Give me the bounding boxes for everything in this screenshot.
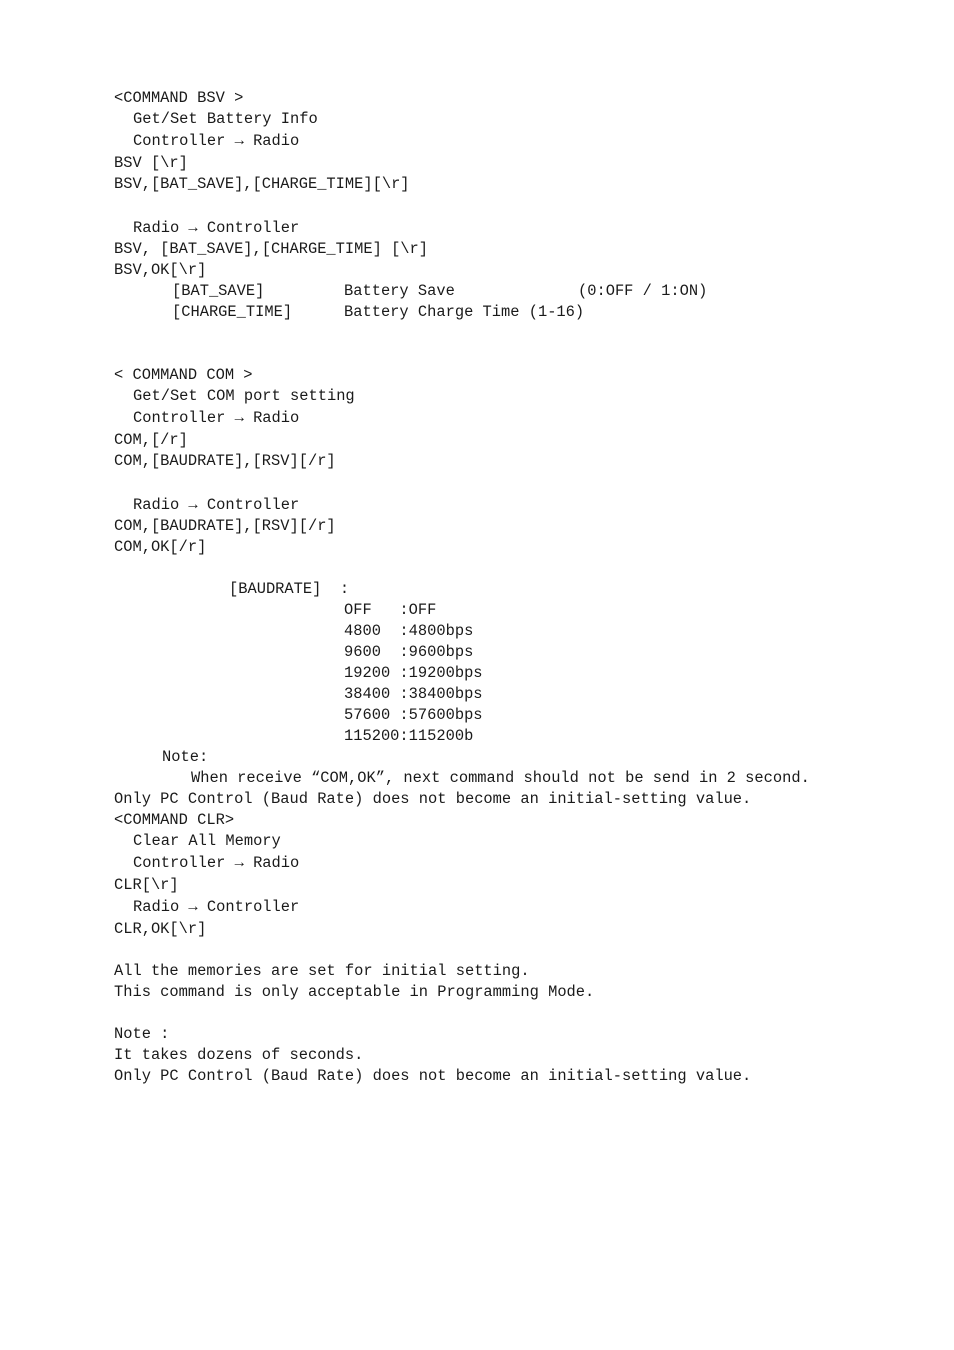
bsv-response-value: BSV, [BAT_SAVE],[CHARGE_TIME] [\r] — [114, 240, 429, 258]
bsv-direction-radio-controller: Radio → Controller — [133, 219, 300, 237]
bsv-response-ok: BSV,OK[\r] — [114, 261, 207, 279]
param-name: [CHARGE_TIME] — [172, 303, 293, 321]
clr-info-2: This command is only acceptable in Programming Mode. — [114, 983, 595, 1001]
com-command-get: COM,[/r] — [114, 431, 188, 449]
com-direction-controller-radio: Controller → Radio — [133, 409, 300, 427]
document-body — [114, 88, 914, 1087]
baudrate-option: 38400 :38400bps — [344, 685, 483, 703]
com-command-set: COM,[BAUDRATE],[RSV][/r] — [114, 452, 336, 470]
bsv-param-row — [114, 281, 914, 302]
clr-note-1: It takes dozens of seconds. — [114, 1046, 364, 1064]
clr-direction-radio-controller: Radio → Controller — [133, 898, 300, 916]
param-range: (0:OFF / 1:ON) — [578, 282, 708, 300]
baudrate-option: 19200 :19200bps — [344, 664, 483, 682]
com-section — [114, 365, 914, 810]
bsv-direction-controller-radio: Controller → Radio — [133, 132, 300, 150]
clr-note-2: Only PC Control (Baud Rate) does not become an initial-setting value. — [114, 1067, 752, 1085]
clr-response-ok: CLR,OK[\r] — [114, 920, 207, 938]
com-direction-radio-controller: Radio → Controller — [133, 496, 300, 514]
bsv-header: <COMMAND BSV > — [114, 89, 244, 107]
clr-note-label: Note : — [114, 1025, 170, 1043]
baudrate-option: 115200:115200b — [344, 727, 474, 745]
baudrate-option: 9600 :9600bps — [344, 643, 474, 661]
param-desc: Battery Save — [344, 282, 455, 300]
baudrate-option: OFF :OFF — [344, 601, 437, 619]
bsv-command-set: BSV,[BAT_SAVE],[CHARGE_TIME][\r] — [114, 175, 410, 193]
com-response-value: COM,[BAUDRATE],[RSV][/r] — [114, 517, 336, 535]
bsv-command-get: BSV [\r] — [114, 154, 188, 172]
com-header: < COMMAND COM > — [114, 366, 253, 384]
clr-description: Clear All Memory — [133, 832, 281, 850]
bsv-description: Get/Set Battery Info — [133, 110, 318, 128]
bsv-param-row — [114, 302, 914, 323]
clr-section — [114, 810, 914, 1087]
bsv-section — [114, 88, 914, 323]
com-description: Get/Set COM port setting — [133, 387, 355, 405]
clr-header: <COMMAND CLR> — [114, 811, 235, 829]
clr-info-1: All the memories are set for initial setting. — [114, 962, 530, 980]
com-note-label: Note: — [162, 748, 209, 766]
clr-direction-controller-radio: Controller → Radio — [133, 854, 300, 872]
baudrate-label: [BAUDRATE] : — [229, 580, 350, 598]
param-name: [BAT_SAVE] — [172, 282, 265, 300]
com-response-ok: COM,OK[/r] — [114, 538, 207, 556]
clr-command: CLR[\r] — [114, 876, 179, 894]
com-note-text: When receive “COM,OK”, next command should not be send in 2 second. — [191, 769, 810, 787]
com-note-text-2: Only PC Control (Baud Rate) does not become an initial-setting value. — [114, 790, 752, 808]
param-desc: Battery Charge Time (1-16) — [344, 303, 585, 321]
baudrate-option: 4800 :4800bps — [344, 622, 474, 640]
baudrate-option: 57600 :57600bps — [344, 706, 483, 724]
